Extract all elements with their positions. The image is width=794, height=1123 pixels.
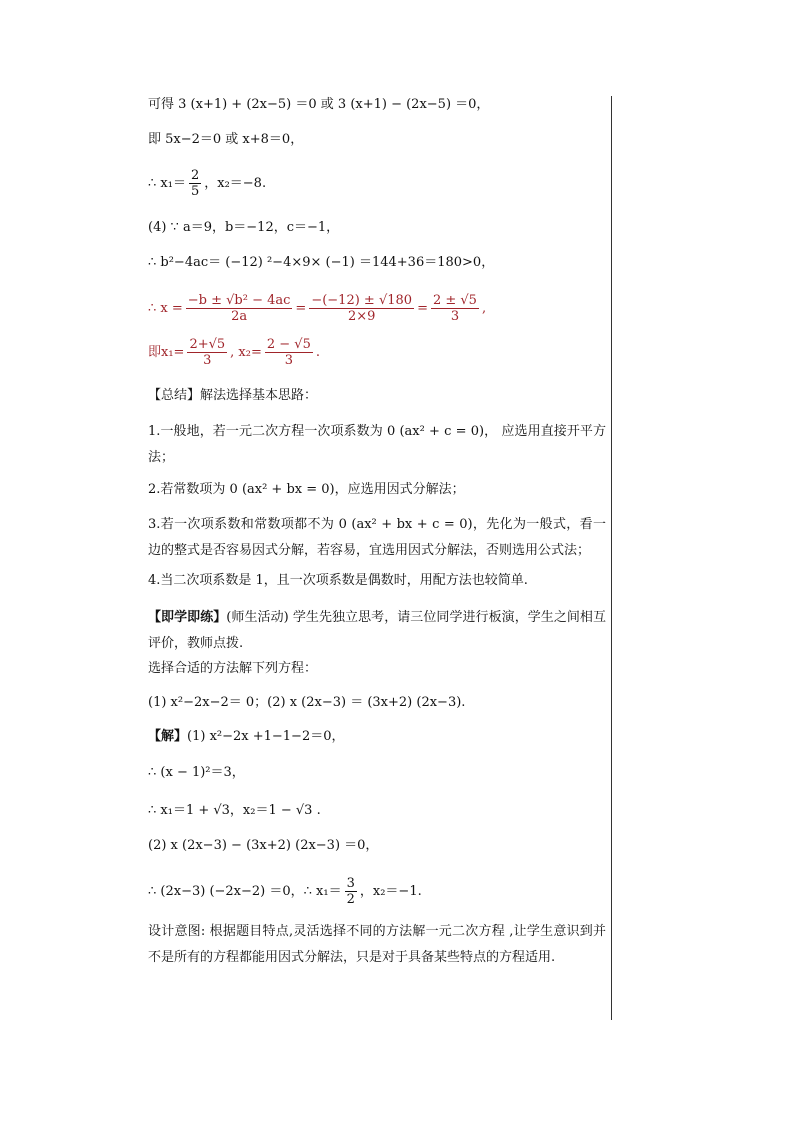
- fraction-denominator: 2a: [231, 309, 248, 324]
- solution-step-line: 可得 3 (x+1) + (2x−5) ＝0 或 3 (x+1) − (2x−5) ＝0，: [148, 97, 490, 112]
- fraction: [187, 337, 227, 368]
- problem-4-coefficients: (4) ∵ a＝9，b＝−12，c＝−1，: [148, 220, 340, 235]
- solution-text: (1) x²−2x +1−1−2＝0，: [187, 729, 345, 744]
- problems-line: (1) x²−2x−2＝ 0；(2) x (2x−3) ＝ (3x+2) (2x−3).: [148, 695, 466, 710]
- fraction: [189, 168, 201, 199]
- roots-line: [148, 337, 320, 368]
- fraction-denominator: 5: [190, 184, 200, 199]
- result-suffix: ，x₂＝−1.: [359, 884, 422, 899]
- formula-prefix: ∴ x =: [148, 301, 183, 316]
- solution-step-line: 即 5x−2＝0 或 x+8＝0，: [148, 132, 304, 147]
- summary-point-1: 1.一般地，若一元二次方程一次项系数为 0 (ax² + c = 0)， 应选用直接开平方法；: [148, 424, 606, 465]
- summary-point-4: 4.当二次项系数是 1，且一次项系数是偶数时，用配方法也较简单.: [148, 573, 528, 588]
- solution-step-line: ∴ (x − 1)²＝3，: [148, 765, 245, 780]
- practice-heading: 【即学即练】: [148, 610, 227, 625]
- fraction: [345, 876, 357, 907]
- instruction-line: 选择合适的方法解下列方程：: [148, 661, 318, 676]
- fraction: [309, 293, 414, 324]
- formula-suffix: ,: [481, 301, 487, 316]
- solution-result-line: [148, 168, 266, 199]
- design-intent-paragraph: 设计意图: 根据题目特点,灵活选择不同的方法解一元二次方程 ,让学生意识到并不是所有的方程都能用因式分解法，只是对于具备某些特点的方程适用.: [148, 924, 606, 965]
- fraction-denominator: 2: [346, 892, 355, 907]
- summary-point-2: 2.若常数项为 0 (ax² + bx = 0)，应选用因式分解法；: [148, 482, 465, 497]
- solution-step-line: ∴ x₁＝1 + √3，x₂＝1 − √3 .: [148, 803, 321, 818]
- fraction-numerator: 3: [346, 876, 355, 891]
- fraction-numerator: 2 − √5: [266, 337, 311, 352]
- fraction-denominator: 3: [450, 309, 460, 324]
- right-margin-rule: [611, 96, 612, 1020]
- solution-heading: 【解】: [148, 729, 188, 744]
- practice-text: (师生活动) 学生先独立思考，请三位同学进行板演，学生之间相互评价，教师点拨.: [148, 610, 606, 651]
- result-prefix: ∴ (2x−3) (−2x−2) ＝0，∴ x₁＝: [148, 884, 342, 899]
- solution-step-line: (2) x (2x−3) − (3x+2) (2x−3) ＝0，: [148, 838, 379, 853]
- quadratic-formula-line: ∴ x = $\frac{\text{−b ± √b² − 4ac}}{2a}$ = $\frac{-(-12) \pm √180}{2\times 9}$ = $\frac{2 \pm √5}{3}$ ,: [148, 293, 487, 324]
- solution-2-result: [148, 876, 422, 907]
- roots-suffix: .: [315, 345, 320, 360]
- summary-heading: 【总结】解法选择基本思路：: [148, 388, 318, 403]
- result-prefix: ∴ x₁＝: [148, 176, 186, 191]
- fraction: [265, 337, 313, 368]
- fraction: [186, 293, 293, 324]
- fraction-denominator: 3: [284, 353, 293, 368]
- discriminant-line: ∴ b²−4ac＝ (−12) ²−4×9× (−1) ＝144+36＝180>0，: [148, 255, 495, 270]
- fraction-numerator: 2+√5: [189, 337, 226, 352]
- roots-middle: , x₂=: [230, 345, 262, 360]
- fraction-numerator: −(−12) ± √180: [311, 293, 413, 308]
- fraction: [431, 293, 479, 324]
- solution-1-start: [148, 729, 345, 745]
- practice-paragraph: [148, 605, 606, 657]
- fraction-numerator: 2: [190, 168, 200, 183]
- fraction-denominator: 2×9: [347, 309, 376, 324]
- result-suffix: ，x₂＝−8.: [204, 176, 267, 191]
- fraction-numerator: 2 ± √5: [432, 293, 477, 308]
- fraction-denominator: 3: [203, 353, 212, 368]
- summary-point-3: 3.若一次项系数和常数项都不为 0 (ax² + bx + c = 0)，先化为一般式，看一边的整式是否容易因式分解，若容易，宜选用因式分解法，否则选用公式法；: [148, 517, 606, 558]
- roots-prefix: 即x₁=: [148, 345, 185, 360]
- fraction-numerator: −b ± √b² − 4ac: [187, 293, 291, 308]
